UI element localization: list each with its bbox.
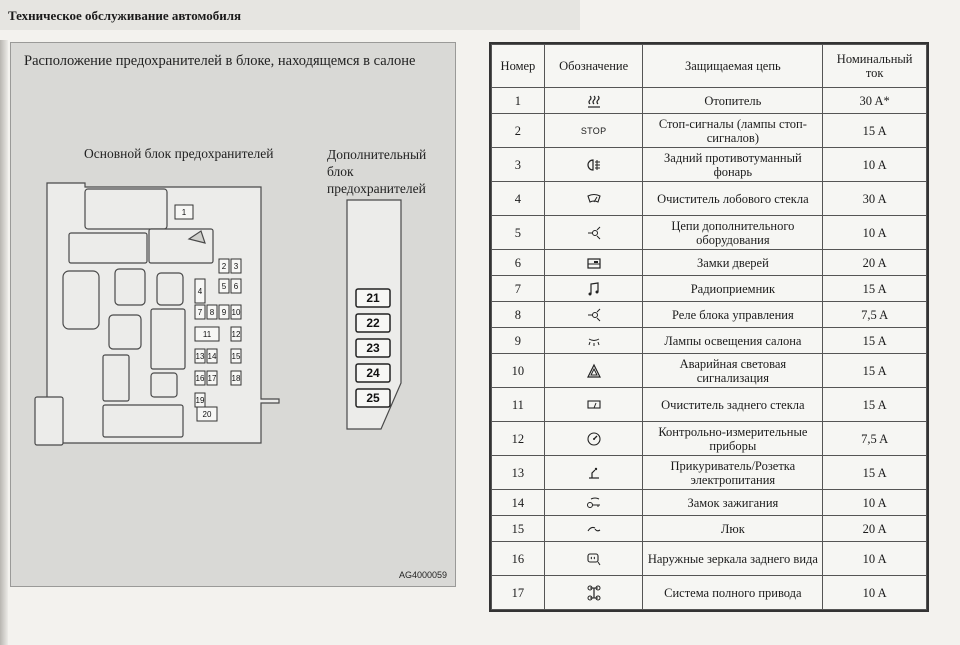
protected-circuit: Замки дверей bbox=[643, 250, 823, 276]
fuse-block-drawing bbox=[11, 43, 457, 588]
ignition-key-icon bbox=[586, 495, 602, 511]
hazard-triangle-icon bbox=[586, 363, 602, 379]
fuse-symbol bbox=[544, 388, 643, 422]
main-fuse-label: 13 bbox=[195, 352, 205, 361]
windshield-wiper-icon bbox=[586, 191, 602, 207]
protected-circuit: Задний противотуманный фонарь bbox=[643, 148, 823, 182]
radio-note-icon bbox=[586, 281, 602, 297]
fuse-rating: 20 A bbox=[823, 516, 927, 542]
fuse-rating: 15 A bbox=[823, 328, 927, 354]
fuse-number: 16 bbox=[492, 542, 545, 576]
aux-fuse-label: 25 bbox=[366, 391, 380, 405]
protected-circuit: Лампы освещения салона bbox=[643, 328, 823, 354]
main-fuse-16 bbox=[195, 371, 205, 385]
main-fuse-label: 9 bbox=[221, 308, 227, 317]
aux-fuse-22 bbox=[356, 314, 390, 332]
header-circuit: Защищаемая цепь bbox=[643, 45, 823, 88]
fuse-number: 12 bbox=[492, 422, 545, 456]
fuse-symbol bbox=[544, 456, 643, 490]
main-fuse-19 bbox=[195, 393, 205, 407]
fuse-rating: 7,5 A bbox=[823, 302, 927, 328]
table-row bbox=[492, 576, 927, 610]
main-fuse-20 bbox=[197, 407, 217, 421]
fuse-table-container bbox=[489, 42, 929, 612]
gauge-icon bbox=[586, 431, 602, 447]
fuse-number: 2 bbox=[492, 114, 545, 148]
main-fuse-label: 4 bbox=[197, 287, 203, 296]
protected-circuit: Отопитель bbox=[643, 88, 823, 114]
header-symbol: Обозначение bbox=[544, 45, 643, 88]
protected-circuit: Реле блока управления bbox=[643, 302, 823, 328]
protected-circuit: Люк bbox=[643, 516, 823, 542]
main-fuse-15 bbox=[231, 349, 241, 363]
main-fuse-label: 17 bbox=[207, 374, 217, 383]
table-row bbox=[492, 250, 927, 276]
main-fuse-label: 6 bbox=[233, 282, 239, 291]
cigarette-lighter-icon bbox=[586, 465, 602, 481]
accessory-circuit-icon bbox=[586, 225, 602, 241]
main-fuse-label: 2 bbox=[221, 262, 227, 271]
heater-icon bbox=[586, 93, 602, 109]
main-fuse-label: 16 bbox=[195, 374, 205, 383]
main-fuse-5 bbox=[219, 279, 229, 293]
fuse-number: 10 bbox=[492, 354, 545, 388]
main-fuse-label: 8 bbox=[209, 308, 215, 317]
fuse-symbol bbox=[544, 542, 643, 576]
fuse-symbol bbox=[544, 516, 643, 542]
fuse-rating: 7,5 A bbox=[823, 422, 927, 456]
table-row bbox=[492, 114, 927, 148]
diagram-code: AG4000059 bbox=[398, 570, 447, 580]
main-fuse-block-outline bbox=[35, 183, 279, 445]
fuse-rating: 10 A bbox=[823, 490, 927, 516]
fuse-rating: 15 A bbox=[823, 276, 927, 302]
table-row bbox=[492, 354, 927, 388]
header-rating-line2: ток bbox=[865, 66, 884, 80]
fuse-rating: 20 A bbox=[823, 250, 927, 276]
table-row bbox=[492, 328, 927, 354]
aux-fuse-23 bbox=[356, 339, 390, 357]
main-fuse-11 bbox=[195, 327, 219, 341]
fuse-symbol bbox=[544, 422, 643, 456]
fuse-rating: 10 A bbox=[823, 576, 927, 610]
fuse-symbol bbox=[544, 576, 643, 610]
table-row bbox=[492, 302, 927, 328]
fuse-symbol bbox=[544, 250, 643, 276]
fuse-number: 1 bbox=[492, 88, 545, 114]
main-fuse-17 bbox=[207, 371, 217, 385]
main-fuse-13 bbox=[195, 349, 205, 363]
main-fuse-2 bbox=[219, 259, 229, 273]
fuse-symbol bbox=[544, 354, 643, 388]
protected-circuit: Очиститель лобового стекла bbox=[643, 182, 823, 216]
aux-block-label-line1: Дополнительный bbox=[327, 147, 427, 162]
fuse-number: 9 bbox=[492, 328, 545, 354]
table-row bbox=[492, 216, 927, 250]
fuse-number: 5 bbox=[492, 216, 545, 250]
protected-circuit: Контрольно-измерительные приборы bbox=[643, 422, 823, 456]
main-fuse-4 bbox=[195, 279, 205, 303]
table-row bbox=[492, 456, 927, 490]
protected-circuit: Стоп-сигналы (лампы стоп-сигналов) bbox=[643, 114, 823, 148]
page-header: Техническое обслуживание автомобиля bbox=[8, 8, 242, 23]
main-fuse-label: 18 bbox=[231, 374, 241, 383]
fuse-rating: 30 A bbox=[823, 182, 927, 216]
table-header-row bbox=[492, 45, 927, 88]
fuse-symbol bbox=[544, 276, 643, 302]
fuse-symbol bbox=[544, 302, 643, 328]
fuse-rating: 15 A bbox=[823, 456, 927, 490]
main-fuse-label: 15 bbox=[231, 352, 241, 361]
main-fuse-label: 1 bbox=[181, 208, 187, 217]
table-row bbox=[492, 182, 927, 216]
main-fuse-label: 19 bbox=[195, 396, 205, 405]
fuse-rating: 15 A bbox=[823, 388, 927, 422]
fuse-number: 3 bbox=[492, 148, 545, 182]
main-fuse-label: 3 bbox=[233, 262, 239, 271]
fuse-symbol bbox=[544, 216, 643, 250]
table-row bbox=[492, 490, 927, 516]
protected-circuit: Система полного привода bbox=[643, 576, 823, 610]
aux-fuse-label: 21 bbox=[366, 291, 380, 305]
header-number: Номер bbox=[492, 45, 545, 88]
all-wheel-drive-icon bbox=[586, 585, 602, 601]
main-fuse-8 bbox=[207, 305, 217, 319]
table-row bbox=[492, 88, 927, 114]
main-fuse-10 bbox=[231, 305, 241, 319]
fuse-rating: 10 A bbox=[823, 542, 927, 576]
main-fuse-label: 5 bbox=[221, 282, 227, 291]
stop-text-icon: STOP bbox=[580, 126, 607, 136]
protected-circuit: Замок зажигания bbox=[643, 490, 823, 516]
aux-fuse-label: 22 bbox=[366, 316, 380, 330]
protected-circuit: Цепи дополнительного оборудования bbox=[643, 216, 823, 250]
fuse-number: 17 bbox=[492, 576, 545, 610]
fuse-table-body bbox=[492, 88, 927, 610]
door-lock-icon bbox=[586, 255, 602, 271]
main-fuse-1 bbox=[175, 205, 193, 219]
fuse-rating: 30 A* bbox=[823, 88, 927, 114]
main-fuse-6 bbox=[231, 279, 241, 293]
fuse-number: 14 bbox=[492, 490, 545, 516]
main-fuse-label: 10 bbox=[231, 308, 241, 317]
header-rating bbox=[823, 45, 927, 88]
fuse-symbol bbox=[544, 88, 643, 114]
fuse-table bbox=[491, 44, 927, 610]
table-row bbox=[492, 516, 927, 542]
main-fuse-14 bbox=[207, 349, 217, 363]
aux-fuses-group bbox=[356, 289, 390, 407]
main-fuse-label: 12 bbox=[231, 330, 241, 339]
table-row bbox=[492, 148, 927, 182]
fuse-symbol bbox=[544, 148, 643, 182]
fuse-number: 7 bbox=[492, 276, 545, 302]
protected-circuit: Наружные зеркала заднего вида bbox=[643, 542, 823, 576]
table-row bbox=[492, 276, 927, 302]
aux-fuse-25 bbox=[356, 389, 390, 407]
aux-block-label-line2: блок предохранителей bbox=[327, 164, 426, 196]
aux-fuse-label: 24 bbox=[366, 366, 380, 380]
interior-lamp-icon bbox=[586, 333, 602, 349]
table-row bbox=[492, 422, 927, 456]
protected-circuit: Аварийная световая сигнализация bbox=[643, 354, 823, 388]
main-fuse-label: 20 bbox=[202, 410, 212, 419]
rear-wiper-icon bbox=[586, 397, 602, 413]
main-block-label: Основной блок предохранителей bbox=[84, 146, 274, 161]
header-rating-line1: Номинальный bbox=[836, 52, 913, 66]
diagram-title: Расположение предохранителей в блоке, находящемся в салоне bbox=[24, 53, 416, 69]
fuse-rating: 15 A bbox=[823, 114, 927, 148]
protected-circuit: Прикуриватель/Розетка электропитания bbox=[643, 456, 823, 490]
main-fuse-label: 11 bbox=[202, 330, 212, 339]
page-binding-edge bbox=[0, 40, 8, 645]
main-fuse-label: 7 bbox=[197, 308, 203, 317]
table-row bbox=[492, 542, 927, 576]
fuse-number: 4 bbox=[492, 182, 545, 216]
main-fuse-3 bbox=[231, 259, 241, 273]
aux-fuse-label: 23 bbox=[366, 341, 380, 355]
table-row bbox=[492, 388, 927, 422]
fuse-symbol bbox=[544, 182, 643, 216]
heated-mirror-icon bbox=[586, 551, 602, 567]
sunroof-icon bbox=[586, 521, 602, 537]
fuse-number: 11 bbox=[492, 388, 545, 422]
fuse-rating: 10 A bbox=[823, 148, 927, 182]
fuse-number: 8 bbox=[492, 302, 545, 328]
main-fuse-18 bbox=[231, 371, 241, 385]
aux-fuse-24 bbox=[356, 364, 390, 382]
fuse-number: 6 bbox=[492, 250, 545, 276]
protected-circuit: Очиститель заднего стекла bbox=[643, 388, 823, 422]
protected-circuit: Радиоприемник bbox=[643, 276, 823, 302]
fuse-number: 13 bbox=[492, 456, 545, 490]
main-fuse-7 bbox=[195, 305, 205, 319]
fuse-diagram-panel bbox=[10, 42, 456, 587]
aux-fuse-21 bbox=[356, 289, 390, 307]
fuse-rating: 10 A bbox=[823, 216, 927, 250]
fuse-rating: 15 A bbox=[823, 354, 927, 388]
main-fuse-12 bbox=[231, 327, 241, 341]
fuse-number: 15 bbox=[492, 516, 545, 542]
fuse-symbol bbox=[544, 490, 643, 516]
main-fuse-9 bbox=[219, 305, 229, 319]
control-relay-icon bbox=[586, 307, 602, 323]
fuse-symbol bbox=[544, 114, 643, 148]
main-fuse-label: 14 bbox=[207, 352, 217, 361]
rear-fog-lamp-icon bbox=[586, 157, 602, 173]
fuse-symbol bbox=[544, 328, 643, 354]
